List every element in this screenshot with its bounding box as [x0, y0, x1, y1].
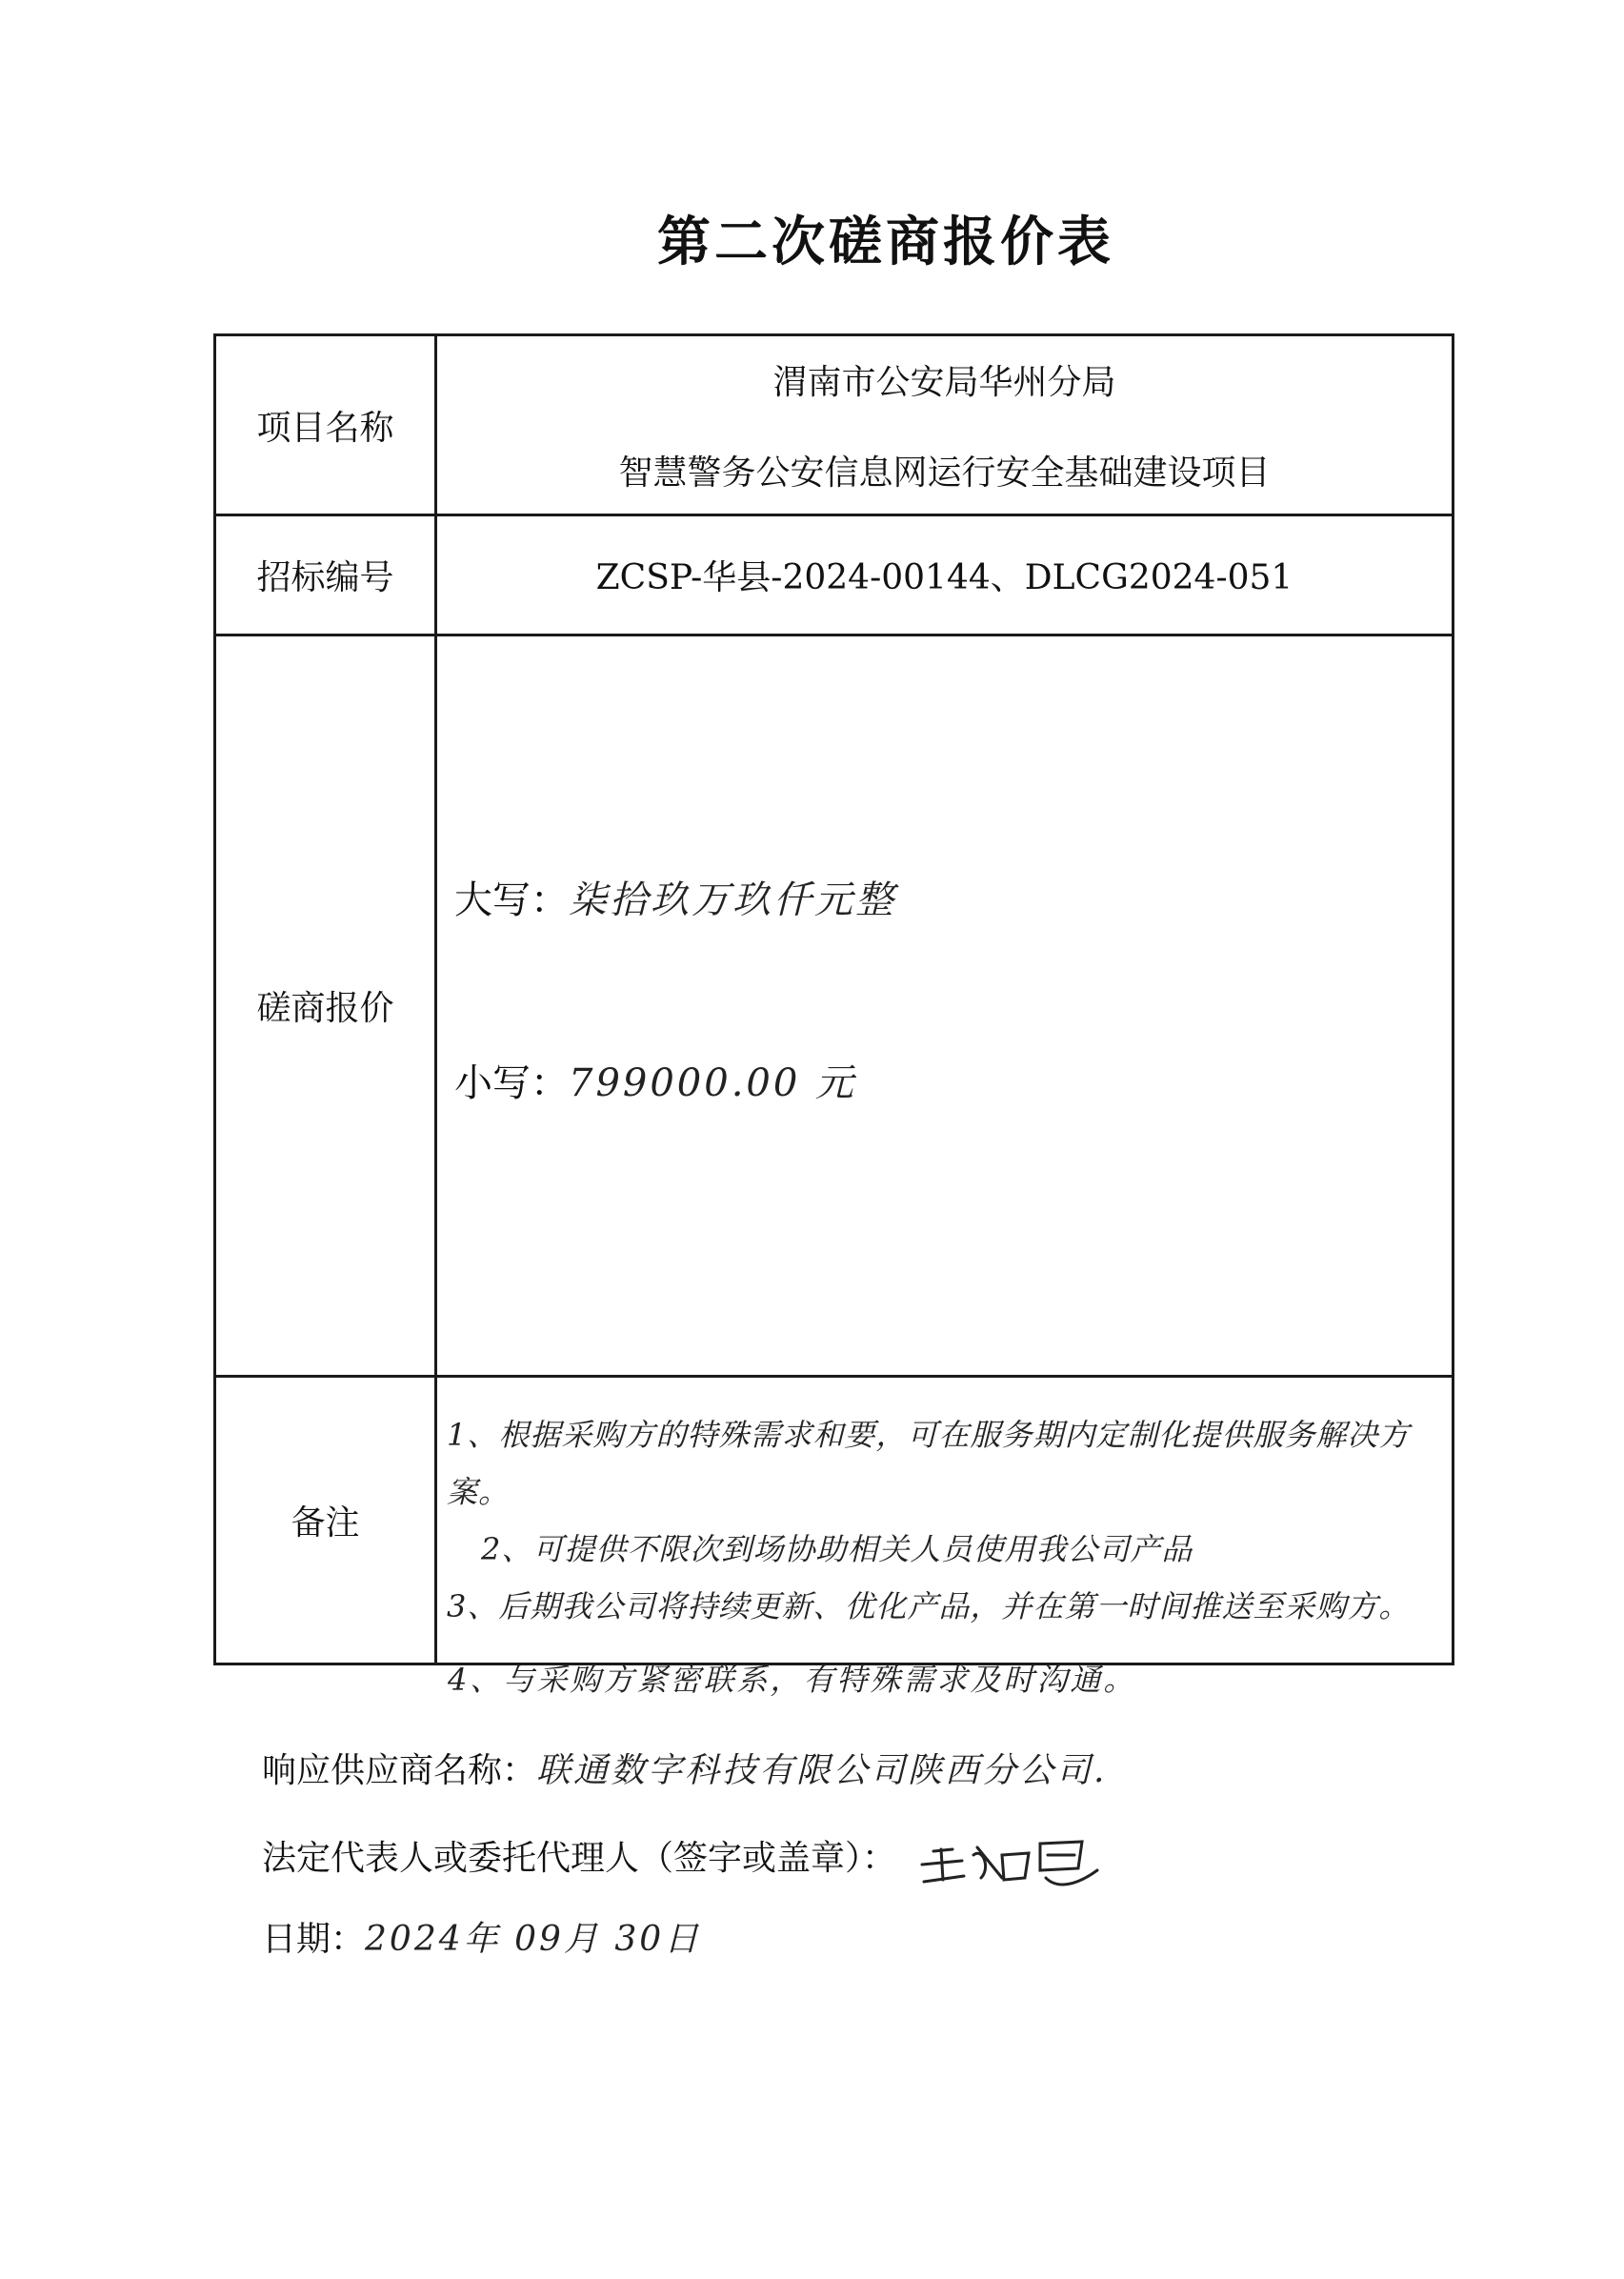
notes-label: 备注 — [215, 1377, 436, 1664]
note-item-4: 4、与采购方紧密联系，有特殊需求及时沟通。 — [448, 1662, 1137, 1698]
notes-cell — [436, 1377, 1454, 1664]
document-title: 第二次磋商报价表 — [657, 212, 1114, 273]
price-upper-line — [454, 870, 896, 924]
price-cell — [436, 635, 1454, 1377]
bid-number-label: 招标编号 — [215, 515, 436, 635]
note-item-1: 1、根据采购方的特殊需求和要，可在服务期内定制化提供服务解决方案。 — [447, 1416, 1411, 1510]
project-label: 项目名称 — [215, 335, 436, 515]
signature-mark — [914, 1826, 1105, 1893]
project-row — [215, 335, 1454, 515]
price-lower-line — [454, 1053, 856, 1107]
price-row — [215, 635, 1454, 1377]
note-item-2: 2、可提供不限次到场协助相关人员使用我公司产品 — [481, 1530, 1193, 1567]
supplier-label: 响应供应商名称： — [262, 1751, 537, 1790]
date-value: 2024年 09月 30日 — [365, 1920, 702, 1959]
representative-label: 法定代表人或委托代理人（签字或盖章）： — [262, 1839, 897, 1878]
project-name-line2: 智慧警务公安信息网运行安全基础建设项目 — [618, 454, 1271, 493]
price-lower-value: 799000.00 元 — [569, 1061, 857, 1105]
price-label: 磋商报价 — [215, 635, 436, 1377]
supplier-value: 联通数字科技有限公司陕西分公司. — [536, 1751, 1108, 1790]
price-lower-label: 小写： — [454, 1061, 569, 1105]
quote-table — [213, 333, 1454, 1665]
price-upper-label: 大写： — [454, 878, 569, 922]
note-item-3: 3、后期我公司将持续更新、优化产品，并在第一时间推送至采购方。 — [447, 1587, 1411, 1624]
project-name-cell — [436, 335, 1454, 515]
project-name-line1: 渭南市公安局华州分局 — [772, 363, 1116, 402]
price-upper-value: 柒拾玖万玖仟元整 — [569, 878, 896, 922]
bid-number-value: ZCSP-华县-2024-00144、DLCG2024-051 — [436, 515, 1454, 635]
date-label: 日期： — [262, 1920, 366, 1959]
supplier-line — [262, 1744, 1107, 1792]
bid-number-row — [215, 515, 1454, 635]
date-line — [262, 1912, 701, 1961]
notes-row — [215, 1377, 1454, 1664]
representative-line — [262, 1826, 1105, 1893]
